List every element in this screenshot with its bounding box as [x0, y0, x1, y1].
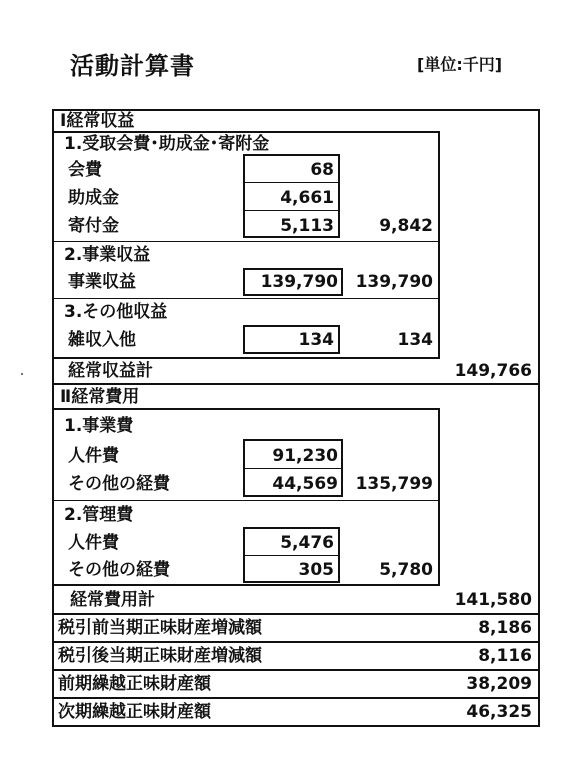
expense-total-label: 経常費用計 [70, 590, 155, 610]
income-values-divider-2 [243, 210, 340, 211]
opening-net-assets-value: 38,209 [466, 674, 532, 694]
income-block-right [438, 131, 440, 359]
other-income-subtotal: 134 [397, 330, 433, 350]
outer-border-right [538, 109, 540, 727]
unit-label: [単位:千円] [417, 55, 503, 74]
scan-speck [21, 373, 23, 375]
opening-net-assets-label: 前期繰越正味財産額 [58, 674, 211, 694]
membership-fee-label: 会費 [68, 160, 102, 180]
closing-net-assets-value: 46,325 [466, 702, 532, 722]
business-income-heading: 2.事業収益 [64, 245, 151, 265]
income-section-heading: Ⅰ経常収益 [60, 111, 135, 131]
outer-border-left [52, 109, 54, 727]
expense-block-right [438, 408, 440, 586]
summary-line-2 [52, 641, 540, 643]
business-income-value: 139,790 [260, 272, 338, 292]
aftertax-change-label: 税引後当期正味財産増減額 [58, 646, 262, 666]
summary-line-4 [52, 697, 540, 699]
management-personnel-label: 人件費 [68, 533, 119, 553]
management-expense-divider [243, 555, 340, 556]
expense-block-top [52, 408, 440, 410]
other-income-heading: 3.その他収益 [64, 302, 168, 322]
misc-income-value: 134 [298, 330, 334, 350]
membership-fee-value: 68 [310, 160, 334, 180]
business-personnel-label: 人件費 [68, 446, 119, 466]
income-total-line [52, 383, 540, 385]
donation-label: 寄付金 [68, 216, 119, 236]
membership-heading: 1.受取会費･助成金･寄附金 [64, 134, 270, 154]
income-block-bottom [52, 357, 440, 359]
business-other-value: 44,569 [272, 474, 338, 494]
expense-total-value: 141,580 [454, 590, 532, 610]
membership-subtotal: 9,842 [379, 216, 433, 236]
management-expense-subtotal: 5,780 [379, 560, 433, 580]
pretax-change-value: 8,186 [478, 618, 532, 638]
income-values-divider-1 [243, 182, 340, 183]
management-other-value: 305 [298, 560, 334, 580]
business-expense-subtotal: 135,799 [355, 474, 433, 494]
business-expense-divider [243, 468, 343, 469]
expense-divider-1 [52, 500, 440, 501]
management-other-label: その他の経費 [68, 560, 170, 580]
business-expense-heading: 1.事業費 [64, 416, 134, 436]
summary-line-1 [52, 613, 540, 615]
income-total-label: 経常収益計 [68, 361, 153, 381]
grant-label: 助成金 [68, 188, 119, 208]
income-total-value: 149,766 [454, 361, 532, 381]
management-expense-heading: 2.管理費 [64, 505, 134, 525]
income-block-top [52, 131, 440, 133]
aftertax-change-value: 8,116 [478, 646, 532, 666]
management-personnel-value: 5,476 [280, 533, 334, 553]
grant-value: 4,661 [280, 188, 334, 208]
pretax-change-label: 税引前当期正味財産増減額 [58, 618, 262, 638]
donation-value: 5,113 [280, 216, 334, 236]
expense-section-heading: Ⅱ経常費用 [60, 387, 140, 407]
business-other-label: その他の経費 [68, 474, 170, 494]
outer-border-bottom [52, 725, 540, 727]
misc-income-label: 雑収入他 [68, 330, 136, 350]
closing-net-assets-label: 次期繰越正味財産額 [58, 702, 211, 722]
income-divider-1 [52, 241, 440, 242]
summary-line-3 [52, 669, 540, 671]
income-divider-2 [52, 298, 440, 299]
business-income-label: 事業収益 [68, 272, 136, 292]
page-title: 活動計算書 [70, 52, 195, 80]
business-income-subtotal: 139,790 [355, 272, 433, 292]
business-personnel-value: 91,230 [272, 446, 338, 466]
expense-block-bottom [52, 584, 440, 586]
